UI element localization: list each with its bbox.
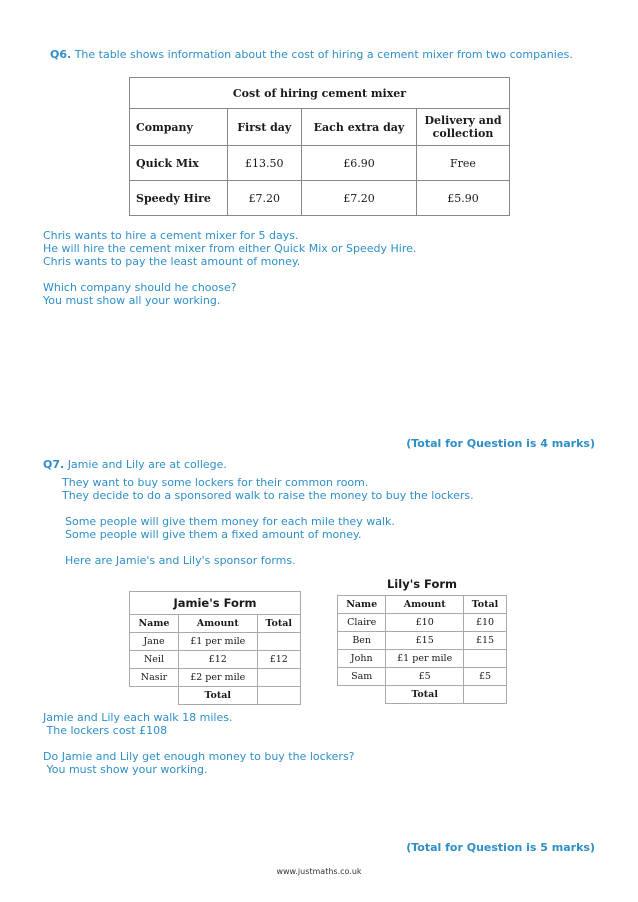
lily-cell-amount: £5 — [386, 668, 464, 686]
table-row — [130, 669, 301, 687]
q7-after-line: Do Jamie and Lily get enough money to buy the lockers? — [43, 750, 355, 763]
lily-cell-name: Ben — [338, 632, 386, 650]
lily-cell-total: £10 — [464, 614, 507, 632]
jamie-cell-amount: £1 per mile — [178, 633, 257, 651]
jamie-cell-amount: £12 — [178, 651, 257, 669]
q7-line: Some people will give them money for each mile they walk. — [65, 515, 395, 528]
cement-mixer-table — [129, 77, 510, 216]
table-row — [338, 668, 507, 686]
q7-line: They decide to do a sponsored walk to raise the money to buy the lockers. — [62, 489, 474, 502]
q7-after-line: The lockers cost £108 — [43, 724, 168, 737]
lily-form-title: Lily's Form — [386, 577, 458, 591]
jamie-cell-name: Neil — [130, 651, 179, 669]
jamie-cell-name: Jane — [130, 633, 179, 651]
table-row — [338, 614, 507, 632]
q7-line: Here are Jamie's and Lily's sponsor forms. — [65, 554, 296, 567]
q6-line: You must show all your working. — [43, 294, 221, 307]
header-company: Company — [130, 109, 228, 146]
table-row — [338, 650, 507, 668]
cell-extra-day: £6.90 — [302, 146, 417, 181]
table-row — [130, 146, 510, 181]
lily-cell-amount: £10 — [386, 614, 464, 632]
q7-line: Some people will give them a fixed amount of money. — [65, 528, 362, 541]
lily-header-name: Name — [338, 596, 386, 614]
q6-total: (Total for Question is 4 marks) — [406, 437, 595, 450]
q7-intro: Jamie and Lily are at college. — [67, 458, 227, 471]
cell-delivery: £5.90 — [417, 181, 510, 216]
jamie-cell-name: Nasir — [130, 669, 179, 687]
table-row — [130, 181, 510, 216]
cell-extra-day: £7.20 — [302, 181, 417, 216]
cell-delivery: Free — [417, 146, 510, 181]
jamie-header-total: Total — [257, 615, 300, 633]
table-row — [130, 651, 301, 669]
cell-first-day: £13.50 — [227, 146, 301, 181]
cell-first-day: £7.20 — [227, 181, 301, 216]
jamie-header-amount: Amount — [178, 615, 257, 633]
table-title: Cost of hiring cement mixer — [130, 78, 510, 109]
lily-cell-total — [464, 650, 507, 668]
header-delivery: Delivery and collection — [417, 109, 510, 146]
lily-cell-total: £5 — [464, 668, 507, 686]
lily-sponsor-form — [337, 573, 507, 704]
q6-intro-line — [50, 48, 573, 61]
jamie-cell-total: £12 — [257, 651, 300, 669]
lily-header-amount: Amount — [386, 596, 464, 614]
table-row — [130, 633, 301, 651]
lily-cell-name: Sam — [338, 668, 386, 686]
q6-number: Q6. — [50, 48, 72, 61]
lily-total-value — [464, 686, 507, 704]
q6-line: He will hire the cement mixer from either Quick Mix or Speedy Hire. — [43, 242, 417, 255]
q7-intro-line — [43, 458, 227, 471]
q6-intro: The table shows information about the cost of hiring a cement mixer from two companies. — [74, 48, 573, 61]
header-first-day: First day — [227, 109, 301, 146]
lily-cell-amount: £1 per mile — [386, 650, 464, 668]
jamie-form-title: Jamie's Form — [130, 592, 301, 615]
jamie-cell-amount: £2 per mile — [178, 669, 257, 687]
q7-total: (Total for Question is 5 marks) — [406, 841, 595, 854]
q6-line: Chris wants to hire a cement mixer for 5 days. — [43, 229, 299, 242]
footer-url: www.justmaths.co.uk — [276, 867, 362, 876]
table-row — [338, 632, 507, 650]
jamie-cell-total — [257, 633, 300, 651]
cell-company: Speedy Hire — [130, 181, 228, 216]
q7-line: They want to buy some lockers for their common room. — [62, 476, 369, 489]
jamie-total-value — [257, 687, 300, 705]
lily-cell-total: £15 — [464, 632, 507, 650]
jamie-sponsor-form — [129, 591, 301, 705]
jamie-total-label: Total — [178, 687, 257, 705]
cell-company: Quick Mix — [130, 146, 228, 181]
q6-line: Chris wants to pay the least amount of money. — [43, 255, 301, 268]
q7-after-line: Jamie and Lily each walk 18 miles. — [43, 711, 233, 724]
header-each-extra-day: Each extra day — [302, 109, 417, 146]
lily-header-total: Total — [464, 596, 507, 614]
jamie-header-name: Name — [130, 615, 179, 633]
jamie-cell-total — [257, 669, 300, 687]
lily-total-label: Total — [386, 686, 464, 704]
lily-cell-name: John — [338, 650, 386, 668]
lily-cell-name: Claire — [338, 614, 386, 632]
lily-cell-amount: £15 — [386, 632, 464, 650]
q6-line: Which company should he choose? — [43, 281, 237, 294]
q7-number: Q7. — [43, 458, 65, 471]
q7-after-line: You must show your working. — [43, 763, 208, 776]
